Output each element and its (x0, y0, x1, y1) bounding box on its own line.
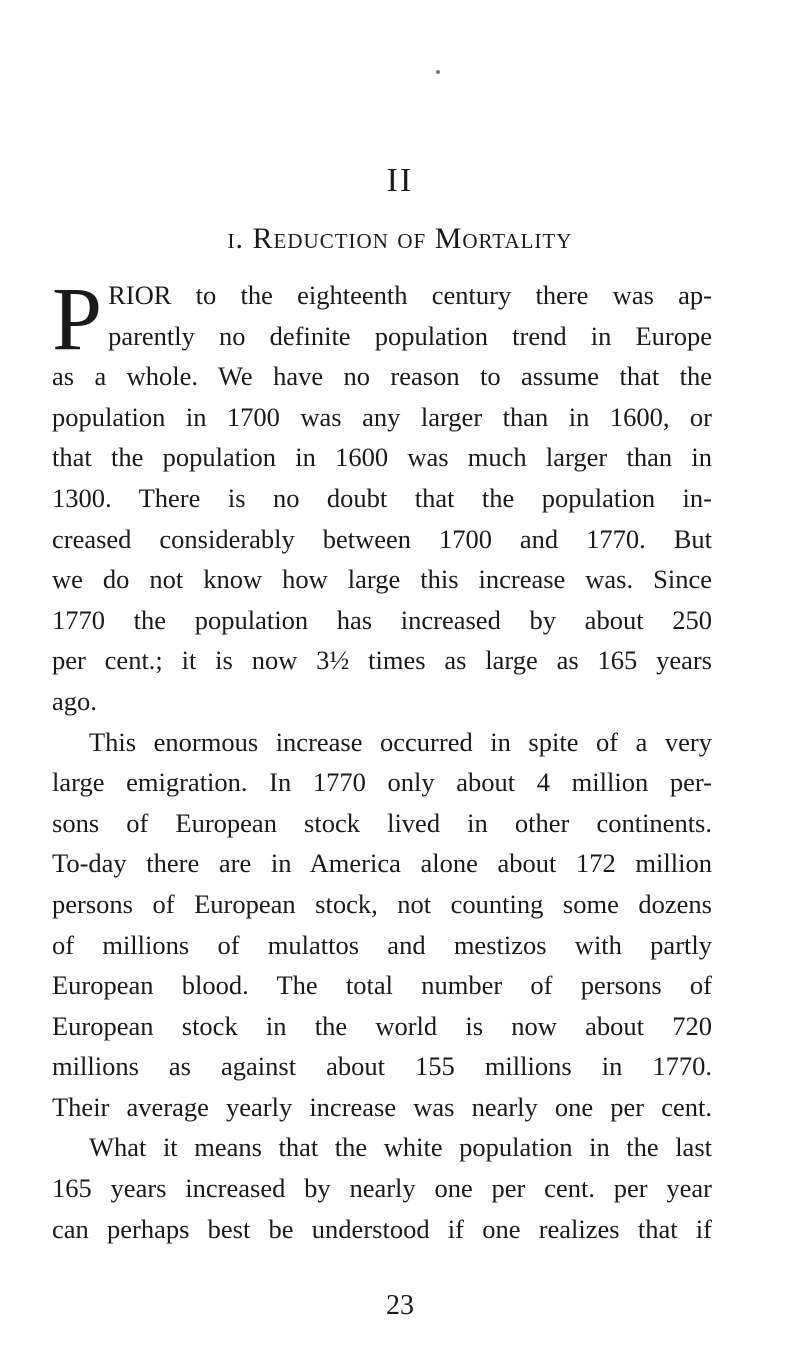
section-title: i. Reduction of Mortality (227, 222, 573, 255)
text-line: persons of European stock, not counting some dozens (52, 888, 712, 919)
text-line: per cent.; it is now 3½ times as large as 165 years (52, 645, 712, 676)
text-line: of millions of mulattos and mestizos with partly (52, 929, 712, 960)
text-line: large emigration. In 1770 only about 4 million per- (52, 767, 712, 798)
text-line: European stock in the world is now about 720 (52, 1010, 712, 1041)
text-line: This enormous increase occurred in spite of a very (89, 726, 712, 757)
text-line: To-day there are in America alone about 172 million (52, 848, 712, 879)
text-line: sons of European stock lived in other continents. (52, 807, 712, 838)
text-line: that the population in 1600 was much larger than in (52, 442, 712, 473)
text-line: 1770 the population has increased by about 250 (52, 604, 712, 635)
text-line: millions as against about 155 millions in 1770. (52, 1051, 712, 1082)
text-line: 1300. There is no doubt that the population in- (52, 482, 712, 513)
text-line: What it means that the white population in the last (89, 1132, 712, 1163)
text-line: European blood. The total number of persons of (52, 970, 712, 1001)
text-line: can perhaps best be understood if one realizes that if (52, 1213, 712, 1244)
text-line: Their average yearly increase was nearly one per cent. (52, 1091, 712, 1122)
text-line: parently no definite population trend in Europe (108, 320, 712, 351)
text-line: 165 years increased by nearly one per cent. per year (52, 1173, 712, 1204)
printer-mark (436, 70, 440, 74)
page-number: 23 (386, 1290, 414, 1321)
text-line: creased considerably between 1700 and 1770. But (52, 523, 712, 554)
drop-cap: P (52, 270, 103, 369)
text-line: we do not know how large this increase was. Since (52, 564, 712, 595)
body-text (52, 270, 712, 1249)
text-line: ago. (52, 685, 97, 716)
text-line: RIOR to the eighteenth century there was ap- (108, 280, 712, 310)
chapter-number: II (386, 162, 414, 199)
text-line: as a whole. We have no reason to assume that the (52, 361, 712, 392)
text-line: population in 1700 was any larger than in 1600, or (52, 401, 712, 432)
